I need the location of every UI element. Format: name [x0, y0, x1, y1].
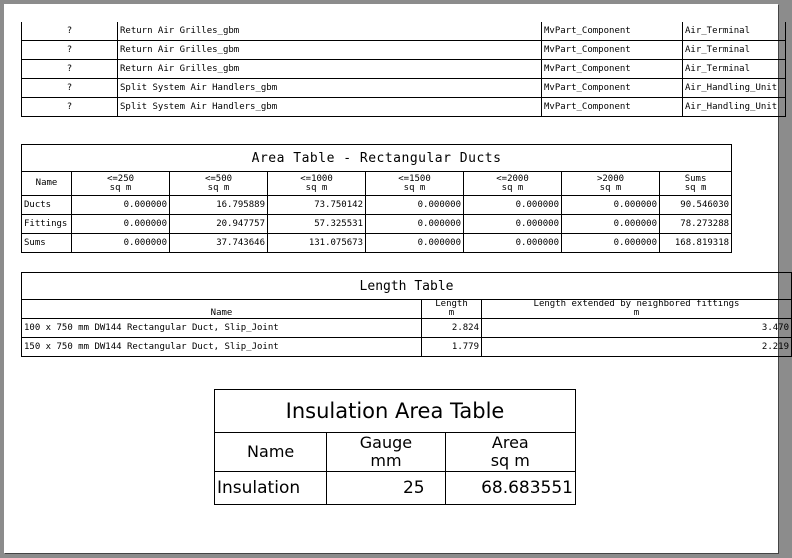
- cell-value: 0.000000: [72, 234, 170, 253]
- component-type: MvPart_Component: [542, 60, 683, 79]
- cell-value: 0.000000: [464, 234, 562, 253]
- column-header: <=1000 sq m: [268, 172, 366, 196]
- table-row: [22, 215, 732, 234]
- cell-value: 0.000000: [562, 215, 660, 234]
- column-header: Length extended by neighbored fittings m: [482, 300, 792, 319]
- row-label: Sums: [22, 234, 72, 253]
- column-header: Name: [22, 172, 72, 196]
- table-row: [215, 472, 576, 505]
- column-header: Length m: [422, 300, 482, 319]
- cell-value: 16.795889: [170, 196, 268, 215]
- column-header: <=2000 sq m: [464, 172, 562, 196]
- column-header: <=500 sq m: [170, 172, 268, 196]
- column-header: Area sq m: [445, 433, 575, 472]
- cell-value: 57.325531: [268, 215, 366, 234]
- area-table-title: Area Table - Rectangular Ducts: [22, 145, 732, 172]
- cell-value: 131.075673: [268, 234, 366, 253]
- component-schedule-table: [21, 22, 786, 117]
- table-row: [22, 22, 786, 41]
- component-type: MvPart_Component: [542, 79, 683, 98]
- insulation-name: Insulation: [215, 472, 327, 505]
- table-row: [22, 98, 786, 117]
- column-header: <=250 sq m: [72, 172, 170, 196]
- table-row: [22, 60, 786, 79]
- cell-value: 0.000000: [464, 215, 562, 234]
- component-mark: ?: [22, 79, 118, 98]
- insulation-table-header-row: [215, 433, 576, 472]
- duct-extended-length: 2.219: [482, 338, 792, 357]
- cell-value: 0.000000: [366, 234, 464, 253]
- component-name: Return Air Grilles_gbm: [118, 22, 542, 41]
- area-table: [21, 144, 732, 253]
- insulation-gauge: 25: [327, 472, 445, 505]
- cell-value: 20.947757: [170, 215, 268, 234]
- length-table-header-row: [22, 300, 792, 319]
- component-name: Return Air Grilles_gbm: [118, 41, 542, 60]
- table-row: [22, 41, 786, 60]
- insulation-area-table: [214, 389, 576, 505]
- table-row: [22, 319, 792, 338]
- component-mark: ?: [22, 41, 118, 60]
- table-row: [22, 338, 792, 357]
- cell-value: 37.743646: [170, 234, 268, 253]
- component-name: Split System Air Handlers_gbm: [118, 98, 542, 117]
- component-name: Return Air Grilles_gbm: [118, 60, 542, 79]
- length-table: [21, 272, 792, 357]
- component-mark: ?: [22, 60, 118, 79]
- column-header: >2000 sq m: [562, 172, 660, 196]
- length-table-title: Length Table: [22, 273, 792, 300]
- cell-value: 0.000000: [562, 196, 660, 215]
- column-header: Name: [215, 433, 327, 472]
- column-header: Gauge mm: [327, 433, 445, 472]
- cell-value: 0.000000: [562, 234, 660, 253]
- component-system: Air_Handling_Unit: [683, 98, 786, 117]
- duct-extended-length: 3.470: [482, 319, 792, 338]
- cell-value: 168.819318: [660, 234, 732, 253]
- component-name: Split System Air Handlers_gbm: [118, 79, 542, 98]
- component-mark: ?: [22, 22, 118, 41]
- duct-name: 150 x 750 mm DW144 Rectangular Duct, Slip_Joint: [22, 338, 422, 357]
- area-table-header-row: [22, 172, 732, 196]
- column-header: Sums sq m: [660, 172, 732, 196]
- insulation-table-title: Insulation Area Table: [215, 390, 576, 433]
- cell-value: 0.000000: [72, 196, 170, 215]
- cell-value: 73.750142: [268, 196, 366, 215]
- cell-value: 0.000000: [366, 215, 464, 234]
- row-label: Fittings: [22, 215, 72, 234]
- component-system: Air_Handling_Unit: [683, 79, 786, 98]
- component-system: Air_Terminal: [683, 60, 786, 79]
- duct-length: 2.824: [422, 319, 482, 338]
- component-system: Air_Terminal: [683, 41, 786, 60]
- component-type: MvPart_Component: [542, 98, 683, 117]
- duct-length: 1.779: [422, 338, 482, 357]
- cell-value: 90.546030: [660, 196, 732, 215]
- table-row: [22, 234, 732, 253]
- component-type: MvPart_Component: [542, 41, 683, 60]
- cell-value: 78.273288: [660, 215, 732, 234]
- duct-name: 100 x 750 mm DW144 Rectangular Duct, Slip_Joint: [22, 319, 422, 338]
- table-row: [22, 196, 732, 215]
- cell-value: 0.000000: [72, 215, 170, 234]
- row-label: Ducts: [22, 196, 72, 215]
- component-mark: ?: [22, 98, 118, 117]
- column-header: <=1500 sq m: [366, 172, 464, 196]
- column-header: Name: [22, 300, 422, 319]
- component-system: Air_Terminal: [683, 22, 786, 41]
- cell-value: 0.000000: [464, 196, 562, 215]
- table-row: [22, 79, 786, 98]
- component-type: MvPart_Component: [542, 22, 683, 41]
- cell-value: 0.000000: [366, 196, 464, 215]
- drawing-sheet: [4, 4, 790, 553]
- insulation-area: 68.683551: [445, 472, 575, 505]
